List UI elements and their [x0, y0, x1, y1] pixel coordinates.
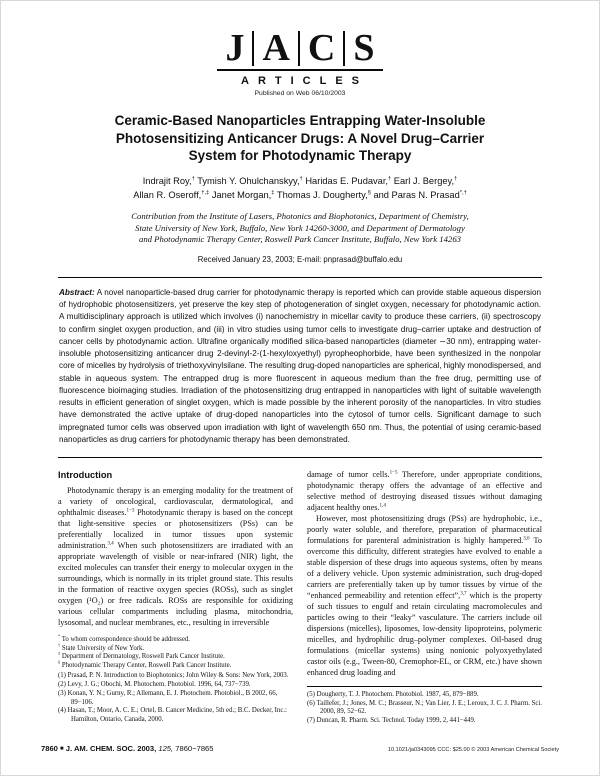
reference-1 — [58, 672, 293, 681]
jacs-logo-letter-j: J — [225, 27, 245, 69]
body-columns — [58, 470, 542, 726]
reference-4 — [58, 707, 293, 725]
footnote-symbol: § — [58, 659, 61, 665]
carriers-paragraph: However, most photosensitizing drugs (PSs) are hydrophobic, i.e., poorly water soluble, and therefore, preparation of pharmaceutical formulations for parenteral administration is highly hampered.$^{3,6}$ To overcome this difficulty, different strategies have evolved to enable a stable dispersion of these drugs into aqueous systems, often by means of a delivery vehicle. Upon systemic administration, such drug-doped carriers are preferentially taken up by tumor tissues by virtue of the “enhanced permeability and retention effect”,$^{3,7}$ which is the property of such tissues to engulf and retain circulating macromolecules and particles owing to their “leaky” vasculature. The carriers include oil dispersions (micelles), liposomes, low-density lipoproteins, polymeric micelles, and hydrophilic drug–polymer complexes. Oil-based drug formulations (micellar systems) using nonionic polyoxyethylated castor oils (e.g., Tween-80, Cremophor-EL, or CRM, etc.) have shown enhanced drug loading and — [307, 513, 543, 677]
reference-label: (2) — [58, 680, 66, 688]
abstract-section — [58, 277, 542, 458]
intro-paragraph-continued: damage of tumor cells.$^{1-5}$ Therefore, under appropriate conditions, photodynamic therapy offers the advantage of an effective and selective method of destroying diseased tissues without damaging adjacent healthy ones.$^{1,4}$ — [307, 469, 542, 512]
reference-6 — [307, 700, 542, 718]
journal-name-year: J. AM. CHEM. SOC. 2003, — [65, 744, 157, 753]
affiliation-line-1: Contribution from the Institute of Lasers, Photonics and Biophotonics, Department of Chemistry, — [131, 211, 469, 222]
footnote-symbol: ‡ — [58, 651, 61, 657]
doi-copyright-line: 10.1021/ja0343095 CCC: $25.00 © 2003 American Chemical Society — [387, 747, 559, 753]
received-email-line: Received January 23, 2003; E-mail: pnprasad@buffalo.edu — [197, 254, 403, 264]
reference-2 — [58, 681, 293, 690]
abstract-text: A novel nanoparticle-based drug carrier for photodynamic therapy is reported which can provide stable aqueous dispersion of hydrophobic photosensitizers, yet preserve the key step of photogeneration of singlet oxygen, necessary for photodynamic action. A multidisciplinary approach is utilized which involves (i) nanochemistry in micellar cavity to produce these carriers, (ii) spectroscopy to confirm singlet oxygen production, and (iii) in vitro studies using tumor cells to investigate drug–carrier uptake and destruction of cancer cells by photodynamic action. Ultrafine organically modified silica-based nanoparticles (diameter ∼30 nm), entrapping water-insoluble photosensitizing anticancer drug 2-devinyl-2-(1-hexyloxyethyl) pyropheophorbide, have been synthesized in the nonpolar core of micelles by hydrolysis of triethoxyvinylsilane. The resulting drug-doped nanoparticles are spherical, highly monodispersed, and stable in aqueous system. The entrapped drug is more fluorescent in aqueous medium than the free drug, permitting use of fluorescence bioimaging studies. Irradiation of the photosensitizing drug entrapped in nanoparticles with light of suitable wavelength results in efficient generation of singlet oxygen, which is made possible by the inherent porosity of the nanoparticles. In vitro studies have demonstrated the active uptake of drug-doped nanoparticles into the cytosol of tumor cells. Significant damage to such impregnated tumor cells was observed upon irradiation with light of wavelength 650 nm. Thus, the potential of using ceramic-based nanoparticles as drug carriers for photodynamic therapy has been demonstrated. — [59, 287, 541, 444]
author-list — [58, 175, 542, 203]
jacs-logo-letter-c: C — [298, 31, 343, 66]
reference-text: Hasan, T.; Moor, A. C. E.; Ortel, B. Cancer Medicine, 5th ed.; B.C. Decker, Inc.: Hamilton, Ontario, Canada, 2000. — [65, 707, 287, 724]
jacs-logo-letter-a: A — [252, 31, 297, 66]
author-line-1: Indrajit Roy,† Tymish Y. Ohulchanskyy,† Haridas E. Pudavar,† Earl J. Bergey,† — [142, 175, 458, 186]
references-5-7 — [307, 691, 542, 726]
abstract-label: Abstract: — [59, 287, 95, 297]
page-range: 7860−7865 — [175, 744, 214, 753]
reference-text: Taillefer, J.; Jones, M. C.; Brasseur, N.; Van Lier, J. E.; Leroux, J. C. J. Pharm. Sci. 2000, 89, 52−62. — [314, 699, 543, 716]
footnote-text: State University of New York. — [61, 644, 145, 652]
references-1-4 — [58, 672, 293, 725]
right-column — [307, 470, 542, 726]
references-divider — [307, 686, 542, 687]
published-date: Published on Web 06/10/2003 — [254, 89, 346, 97]
jacs-logo — [217, 27, 382, 71]
reference-text: Levy, J. G.; Obochi, M. Photochem. Photobiol. 1996, 64, 737−739. — [65, 680, 251, 688]
page-number: 7860 — [41, 744, 58, 753]
affiliation-note — [58, 211, 542, 245]
reference-label: (1) — [58, 672, 66, 680]
reference-label: (6) — [307, 699, 315, 707]
reference-label: (7) — [307, 717, 315, 725]
reference-3 — [58, 690, 293, 708]
reference-label: (3) — [58, 689, 66, 697]
reference-5 — [307, 691, 542, 700]
left-column — [58, 470, 293, 726]
footnote-text: Department of Dermatology, Roswell Park Cancer Institute. — [61, 653, 225, 661]
section-label: ARTICLES — [241, 74, 368, 87]
reference-label: (4) — [58, 707, 66, 715]
author-line-2: Allan R. Oseroff,†,‡ Janet Morgan,‡ Thomas J. Dougherty,§ and Paras N. Prasad*,† — [133, 189, 467, 200]
journal-volume: 125, — [158, 744, 174, 753]
reference-7 — [307, 717, 542, 726]
footnote-text: To whom correspondence should be addressed. — [61, 635, 190, 643]
author-footnotes — [58, 633, 293, 671]
masthead — [58, 27, 542, 97]
affiliation-line-2: State University of New York, Buffalo, New York 14260-3000, and Department of Dermatology — [135, 222, 465, 233]
intro-paragraph: Photodynamic therapy is an emerging modality for the treatment of a variety of oncological, cardiovascular, dermatological, and ophthalmic diseases.$^{1-3}$ Photodynamic therapy is based on the concept that light-sensitive species or photosensitizers (PSs) can be preferentially localized in tumor tissues upon systemic administration.$^{3,4}$ When such photosensitizers are irradiated with an appropriate wavelength of visible or near-infrared (NIR) light, the excited molecules can transfer their energy to molecular oxygen in the surroundings, which is normally in its triplet ground state. This results in the formation of reactive oxygen species (ROSs), such as singlet oxygen (¹O₂) or free radicals. ROSs are responsible for oxidizing various cellular compartments including plasma, mitochondria, lysosomal, and nuclear membranes, etc., resulting in irreversible — [58, 485, 293, 627]
square-separator-icon: ■ — [60, 746, 64, 752]
footnote-symbol: * — [58, 633, 61, 639]
footnote-pdt-center — [58, 659, 293, 671]
footnote-dermatology — [58, 653, 293, 662]
reference-text: Prasad, P. N. Introduction to Biophotonics; John Wiley & Sons: New York, 2003. — [65, 672, 289, 680]
footnote-text: Photodynamic Therapy Center, Roswell Park Cancer Institute. — [61, 662, 232, 670]
reference-label: (5) — [307, 690, 315, 698]
reference-text: Dougherty, T. J. Photochem. Photobiol. 1987, 45, 879−889. — [314, 690, 479, 698]
affiliation-line-3: and Photodynamic Therapy Center, Roswell Park Cancer Institute, Buffalo, New York 14263 — [138, 234, 462, 245]
article-title — [58, 112, 542, 165]
article-title-line-3: System for Photodynamic Therapy — [188, 148, 412, 164]
reference-text: Konan, Y. N.; Gurny, R.; Allemann, E. J. Photochem. Photobiol., B 2002, 66, 89−106. — [65, 689, 278, 706]
article-title-line-1: Ceramic-Based Nanoparticles Entrapping Water-Insoluble — [114, 112, 486, 128]
jacs-logo-letter-s: S — [343, 31, 382, 66]
reference-text: Duncan, R. Pharm. Sci. Technol. Today 1999, 2, 441−449. — [314, 717, 476, 725]
introduction-heading: Introduction — [58, 469, 113, 480]
journal-citation — [41, 744, 214, 753]
article-title-line-2: Photosensitizing Anticancer Drugs: A Novel Drug–Carrier — [115, 130, 485, 146]
page-footer — [41, 744, 559, 753]
footnote-symbol: † — [58, 642, 61, 648]
